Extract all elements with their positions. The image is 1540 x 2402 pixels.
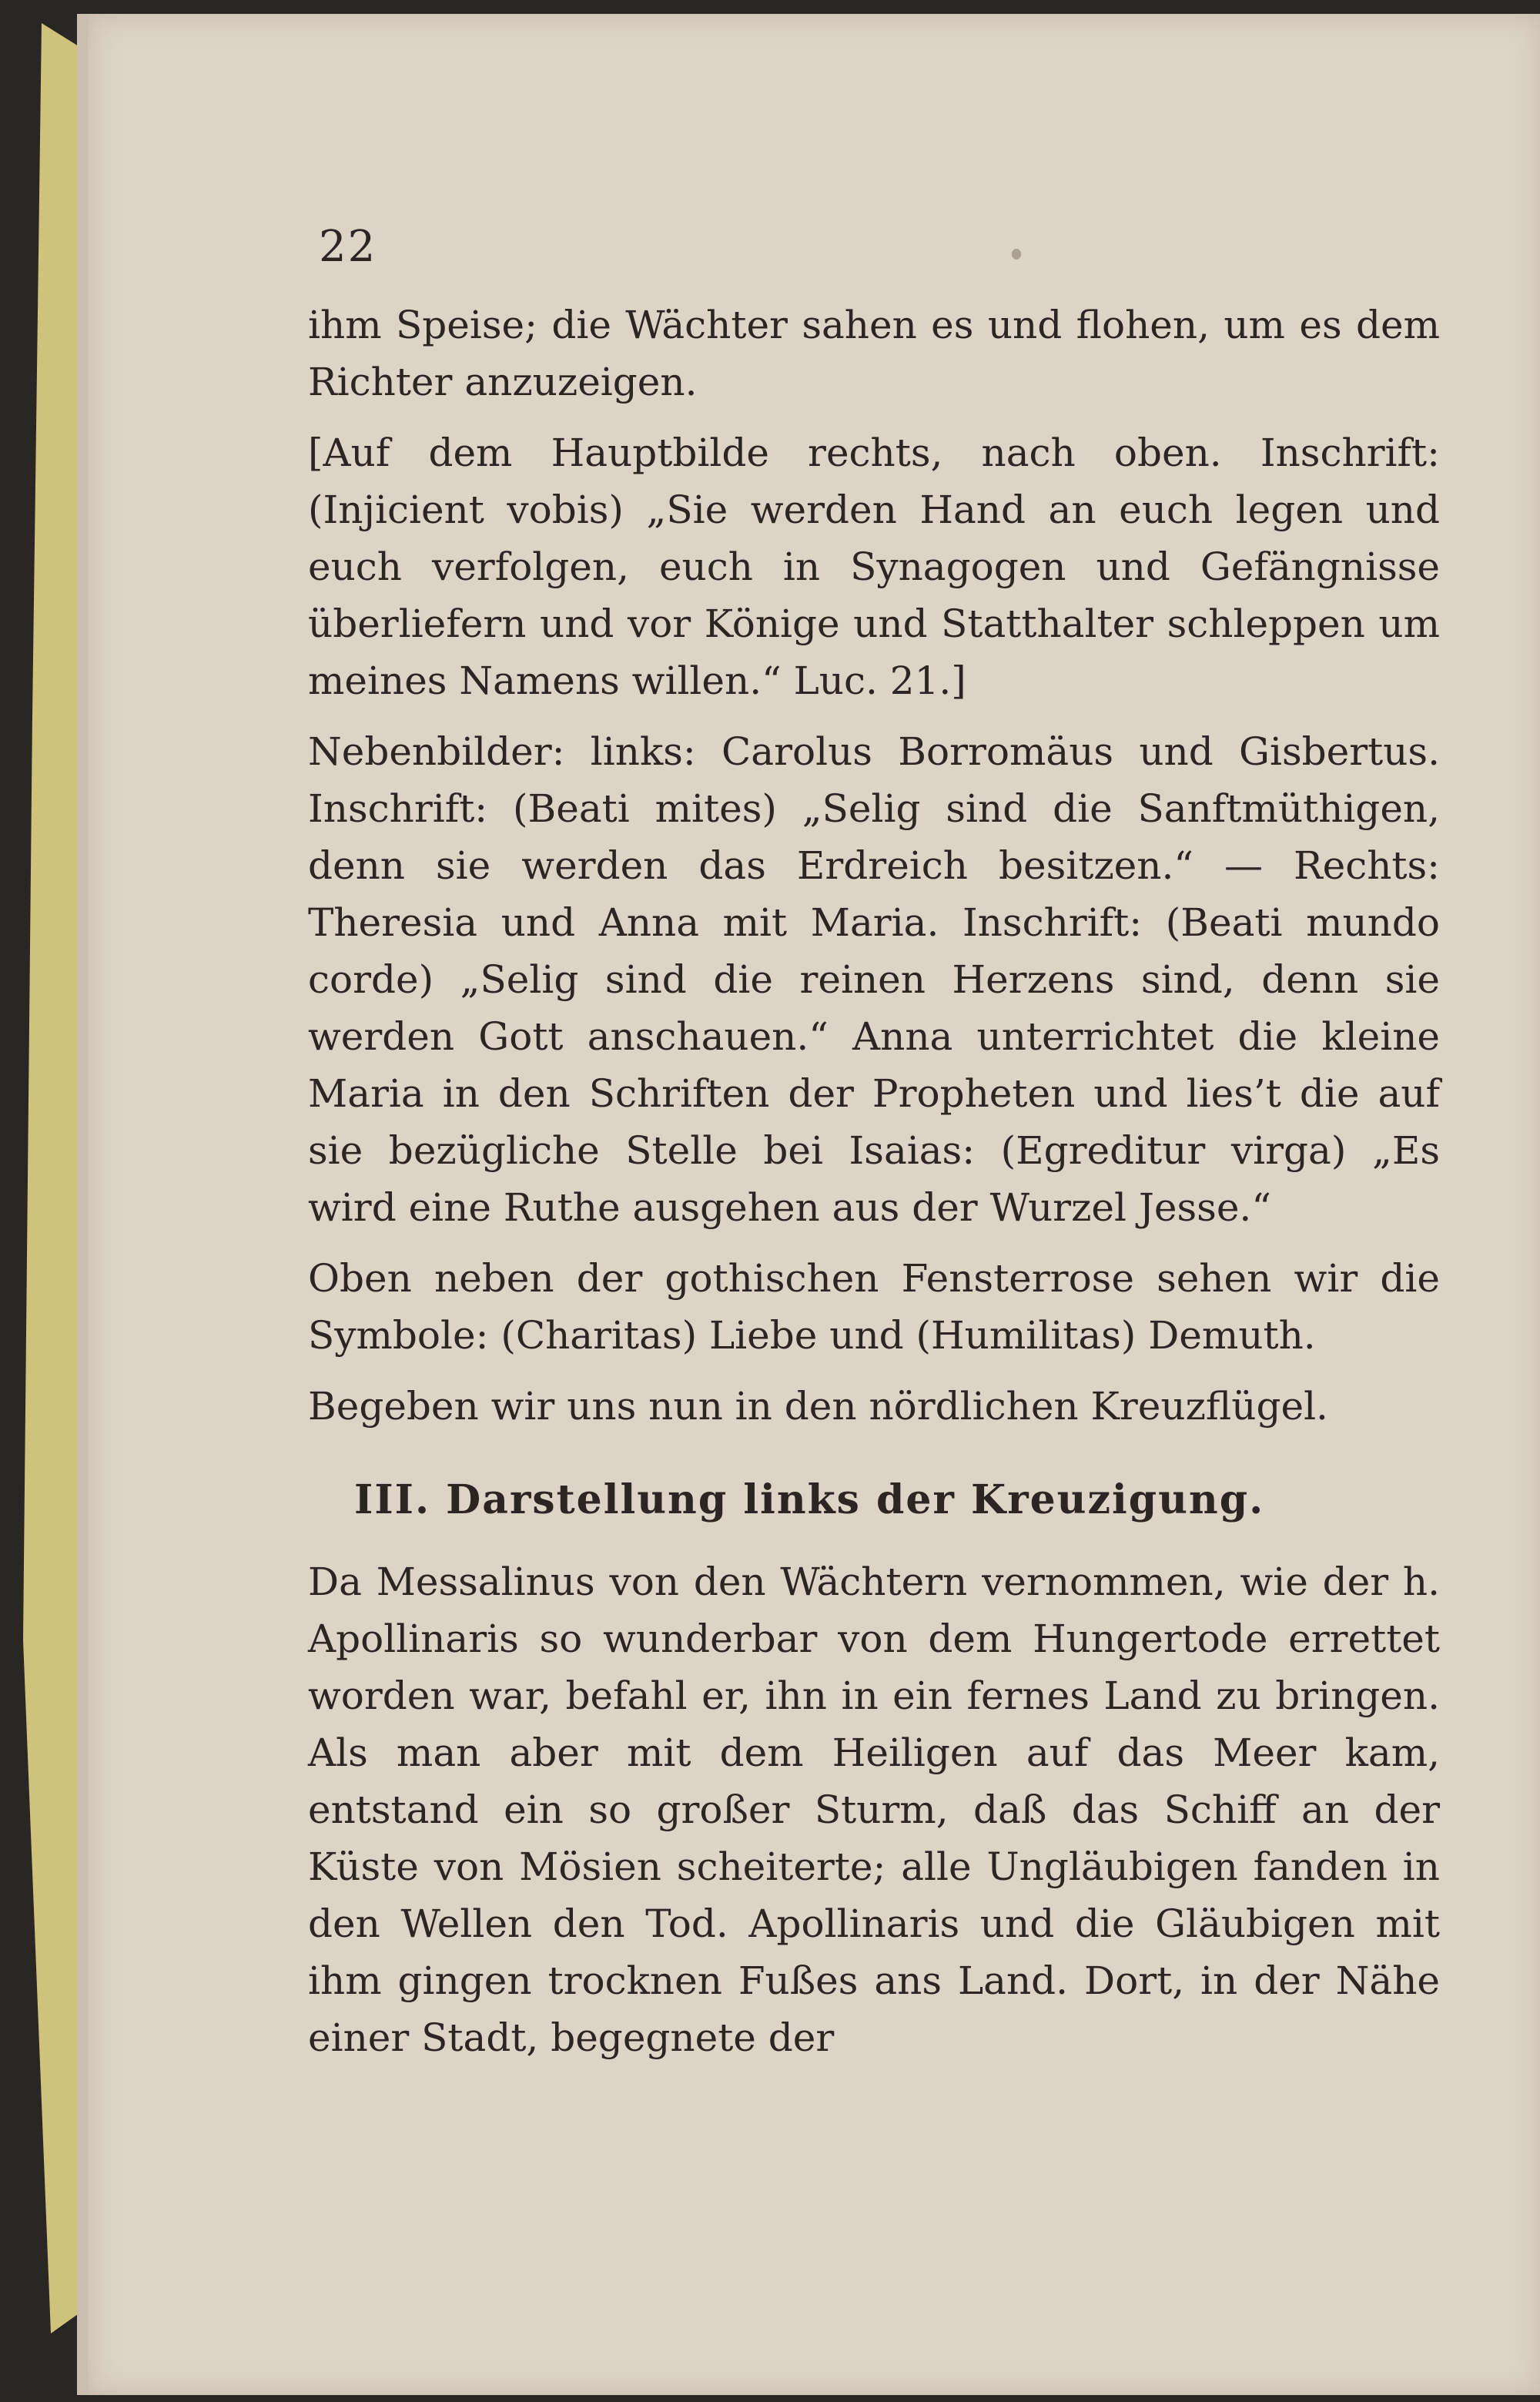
paragraph-3: Nebenbilder: links: Carolus Borromäus und Gisbertus. Inschrift: (Beati mites) „Selig sind die Sanftmüthigen, denn sie werden das Erdreich besitzen.“ — Rechts: Theresia und Anna mit Maria. Inschrift: (Beati mundo corde) „Selig sind die reinen Herzens sind, denn sie werden Gott anschauen.“ Anna unterrichtet die kleine Maria in den Schriften der Propheten und lies’t die auf sie bezügliche Stelle bei Isaias: (Egreditur virga) „Es wird eine Ruthe ausgehen aus der Wurzel Jesse.“ <box>308 729 1440 1230</box>
paragraph-2: [Auf dem Hauptbilde rechts, nach oben. Inschrift: (Injicient vobis) „Sie werden Hand an euch legen und euch verfolgen, euch in Synagogen und Gefängnisse überliefern und vor Könige und Statthalter schleppen um meines Namens willen.“ Luc. 21.] <box>308 430 1440 703</box>
section-heading: III. Darstellung links der Kreuzigung. <box>354 1476 1265 1523</box>
paragraph-6: Da Messalinus von den Wächtern vernommen, wie der h. Apollinaris so wunderbar von dem Hungertode errettet worden war, befahl er, ihn in ein fernes Land zu bringen. Als man aber mit dem Heiligen auf das Meer kam, entstand ein so großer Sturm, daß das Schiff an der Küste von Mösien scheiterte; alle Ungläubigen fanden in den Wellen den Tod. Apollinaris und die Gläubigen mit ihm gingen trocknen Fußes ans Land. Dort, in der Nähe einer Stadt, begegnete der <box>308 1559 1440 2060</box>
paper-spot <box>1012 249 1021 260</box>
paragraph-1: ihm Speise; die Wächter sahen es und flohen, um es dem Richter anzuzeigen. <box>308 303 1440 404</box>
paragraph-4: Oben neben der gothischen Fensterrose sehen wir die Symbole: (Charitas) Liebe und (Humilitas) Demuth. <box>308 1256 1440 1358</box>
page-text <box>308 296 1440 2080</box>
page-number: 22 <box>319 222 377 272</box>
paragraph-5: Begeben wir uns nun in den nördlichen Kreuzflügel. <box>308 1384 1328 1429</box>
